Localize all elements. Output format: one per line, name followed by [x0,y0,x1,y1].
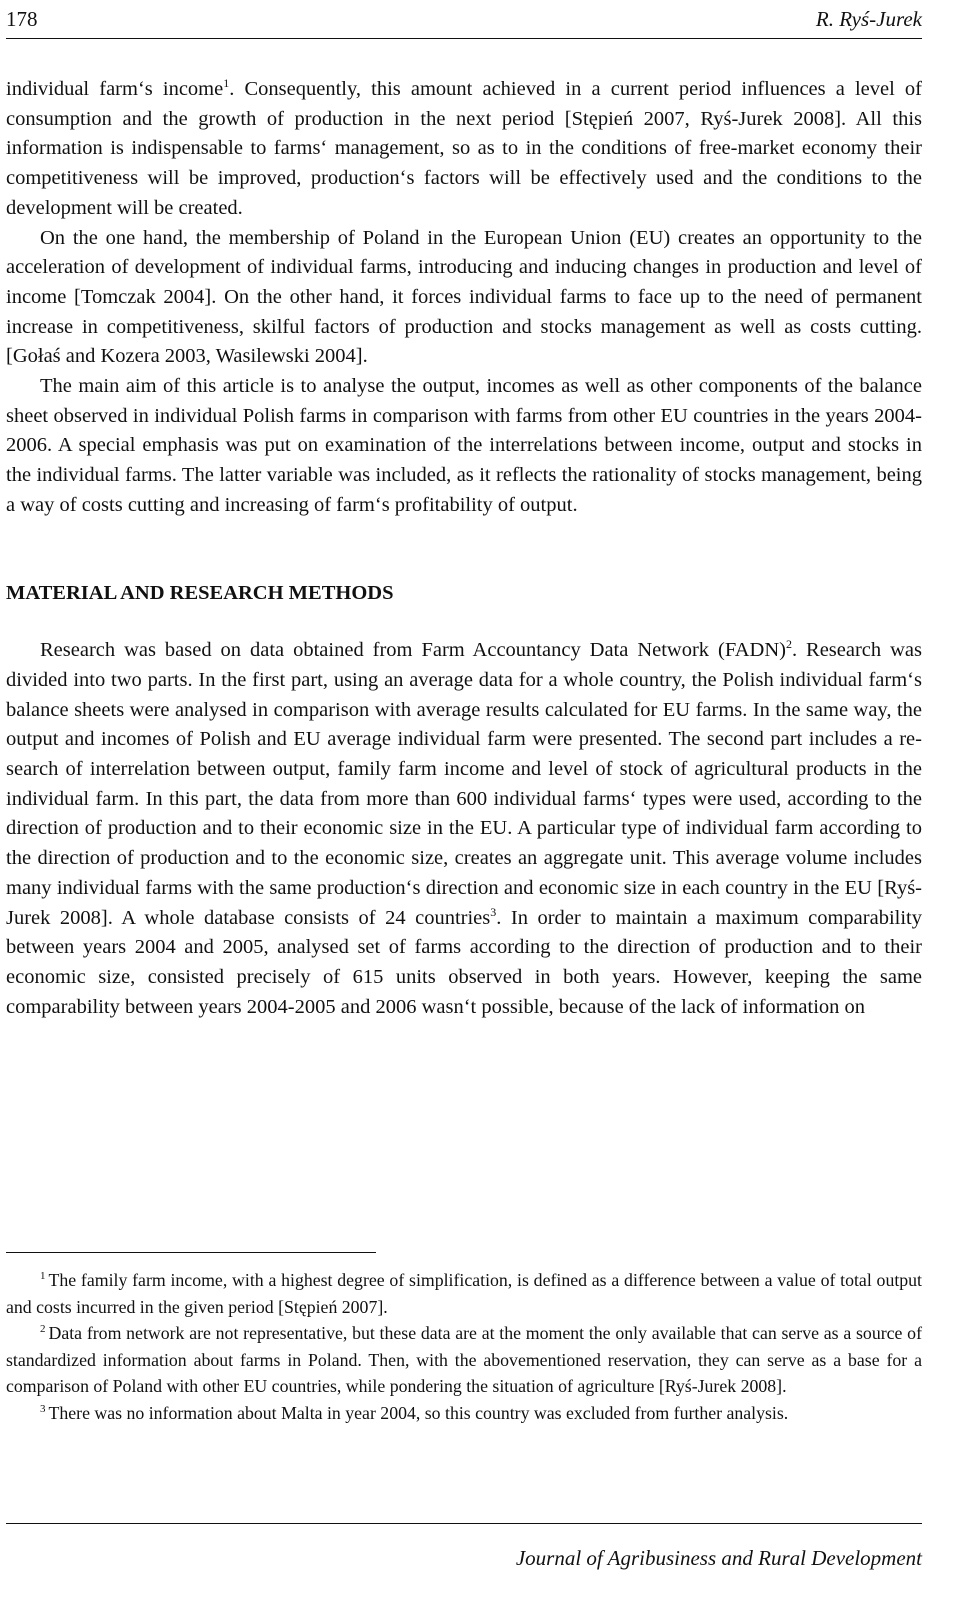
intro-paragraph-2: On the one hand, the membership of Poland in the European Union (EU) creates an opportunity to the acceleration of development of individual farms, introducing and inducing changes in production and level of income [Tomczak 2004]. On the other hand, it forces individual farms to face up to the need of permanent increase in competitiveness, skilful factors of production and stocks management as well as costs cutting. [Gołaś and Kozera 2003, Wasilewski 2004]. [6,226,922,368]
methods-paragraph [6,636,922,1022]
footnote-ref-2: 2 [785,637,792,652]
text-run: Research was based on data obtained from Farm Accountancy Data Network (FADN) [40,639,786,662]
journal-name: Journal of Agribusiness and Rural Development [515,1546,922,1570]
footnote-1 [6,1267,922,1320]
page-number: 178 [6,7,38,31]
running-author: R. Ryś-Jurek [815,7,922,31]
footnote-number: 2 [40,1323,46,1335]
footnote-text: There was no information about Malta in year 2004, so this country was excluded from further analysis. [48,1402,789,1423]
text-run: . Research was divided into two parts. In the first part, using an average data for a whole country, the Polish individual farm‘s balance sheets were analysed in comparison with average results calculated for EU farms. In the same way, the output and incomes of Polish and EU average individual farm were presented. The second part includes a research of interrelation between output, family farm income and level of stock of agricultural products in the individual farm. In this part, the data from more than 600 individual farms‘ types were used, according to the direction of production and to their economic size in the EU. A particular type of individual farm according to the direction of production and to the economic size, creates an aggregate unit. This average volume includes many individual farms with the same production‘s direction and economic size in each country in the EU [Ryś-Jurek 2008]. A whole database consists of 24 countries [6,639,922,929]
page [6,0,922,1622]
footnote-ref-1: 1 [223,76,230,90]
text-run: . In order to maintain a maximum comparability between years 2004 and 2005, analysed set of farms according to the direction of production and to their economic size, consisted precisely of 615 units observed in both years. However, keeping the same comparability between years 2004-2005 and 2006 wasn‘t possible, because of the lack of information on [6,906,922,1018]
footnotes [6,1252,922,1426]
header-rule [6,38,922,39]
footnote-rule [6,1252,376,1253]
footnote-number: 1 [40,1270,46,1282]
footnote-number: 3 [40,1402,46,1415]
text-run: . Consequently, this amount achieved in a current period influences a level of consumption and the growth of production in the next period [Stępień 2007, Ryś-Jurek 2008]. All this information is indispensable to farms‘ management, so as to in the conditions of free-market economy their competitiveness will be improved, production‘s factors will be effectively used and the conditions to the development will be created. [6,78,922,219]
footnote-2 [6,1320,922,1400]
footnote-text: The family farm income, with a highest degree of simplification, is defined as a difference between a value of total output and costs incurred in the given period [Stępień 2007]. [6,1270,922,1317]
intro-paragraph-3: The main aim of this article is to analyse the output, incomes as well as other components of the balance sheet observed in individual Polish farms in comparison with farms from other EU countries in the years 2004-2006. A special emphasis was put on examination of the interrelations between income, output and stocks in the individual farms. The latter variable was included, as it reflects the rationality of stocks management, being a way of costs cutting and increasing of farm‘s profitability of output. [6,375,922,516]
section-heading: MATERIAL AND RESEARCH METHODS [6,581,394,604]
running-header [6,0,922,40]
footer-rule [6,1523,922,1524]
body-text [6,75,922,1022]
intro-paragraph-1 [6,75,922,224]
footnote-text: Data from network are not representative, but these data are at the moment the only available that can serve as a source of standardized information about farms in Poland. Then, with the abovementioned reservation, they can serve as a base for a comparison of Poland with other EU countries, while pondering the situation of agriculture [Ryś-Jurek 2008]. [6,1323,922,1396]
footnote-3 [6,1400,922,1427]
text-run: individual farm‘s income [6,78,224,100]
footnote-ref-3: 3 [490,904,497,919]
